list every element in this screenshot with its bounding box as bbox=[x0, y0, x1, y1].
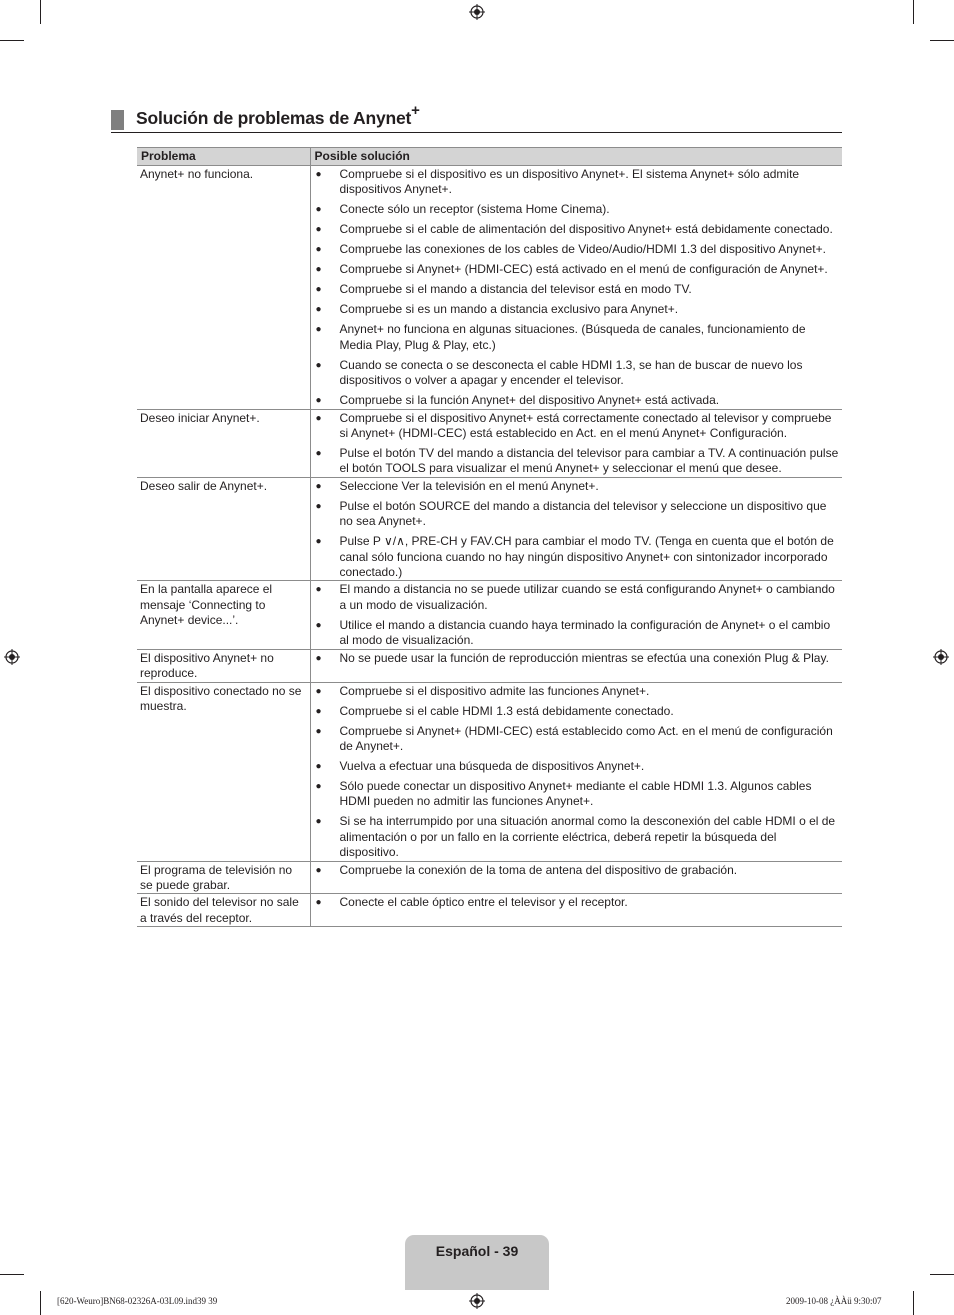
solution-cell bbox=[310, 581, 842, 649]
solution-list bbox=[311, 684, 840, 861]
bullet-icon: ● bbox=[315, 324, 322, 336]
solution-text: Compruebe si el mando a distancia del televisor está en modo TV. bbox=[339, 282, 692, 297]
print-slug-left: [620-Weuro]BN68-02326A-03L09.ind39 39 bbox=[57, 1296, 218, 1306]
table-row bbox=[137, 682, 842, 861]
solution-text: Vuelva a efectuar una búsqueda de dispositivos Anynet+. bbox=[339, 758, 645, 773]
solution-cell bbox=[310, 166, 842, 410]
list-item bbox=[311, 479, 840, 494]
solution-text: Pulse el botón TV del mando a distancia del televisor para cambiar a TV. A continuación pulse el botón TOOLS para visualizar el menú Anynet+ y seleccionar el menú que desee. bbox=[339, 446, 839, 476]
solution-list bbox=[311, 895, 840, 910]
list-item bbox=[311, 895, 840, 910]
crop-mark bbox=[0, 40, 24, 41]
bullet-icon: ● bbox=[315, 359, 322, 371]
solution-text: Pulse el botón SOURCE del mando a distancia del televisor y seleccione un dispositivo que no sea Anynet+. bbox=[339, 498, 827, 529]
solution-text: Si se ha interrumpido por una situación anormal como la desconexión del cable HDMI o el de alimentación o por un fallo en la corriente eléctrica, deberá repetir la búsqueda del dispositivo. bbox=[339, 814, 836, 860]
bullet-icon: ● bbox=[315, 244, 322, 256]
bullet-icon: ● bbox=[315, 780, 322, 792]
table-header-row bbox=[137, 148, 842, 166]
solution-cell bbox=[310, 682, 842, 861]
list-item bbox=[311, 651, 840, 666]
list-item bbox=[311, 759, 840, 774]
solution-text: Compruebe si el cable HDMI 1.3 está debidamente conectado. bbox=[339, 703, 674, 718]
solution-text: Compruebe si el dispositivo es un dispositivo Anynet+. El sistema Anynet+ sólo admite dispositivos Anynet+. bbox=[339, 167, 800, 197]
bullet-icon: ● bbox=[315, 204, 322, 216]
list-item bbox=[311, 724, 840, 755]
list-item bbox=[311, 282, 840, 297]
list-item bbox=[311, 499, 840, 530]
list-item bbox=[311, 779, 840, 810]
list-item bbox=[311, 358, 840, 389]
table-row bbox=[137, 894, 842, 927]
solution-text: Conecte el cable óptico entre el televisor y el receptor. bbox=[339, 895, 628, 910]
solution-cell bbox=[310, 894, 842, 927]
page-number: Español - 39 bbox=[435, 1243, 519, 1259]
list-item bbox=[311, 393, 840, 408]
list-item bbox=[311, 262, 840, 277]
solution-text: Conecte sólo un receptor (sistema Home Cinema). bbox=[339, 202, 610, 217]
bullet-icon: ● bbox=[315, 224, 322, 236]
list-item bbox=[311, 411, 840, 442]
bullet-icon: ● bbox=[315, 652, 322, 664]
print-slug-right: 2009-10-08 ¿ÀÀü 9:30:07 bbox=[786, 1296, 882, 1306]
registration-mark-icon bbox=[469, 1293, 485, 1309]
list-item bbox=[311, 202, 840, 217]
bullet-icon: ● bbox=[315, 480, 322, 492]
solution-text: El mando a distancia no se puede utilizar cuando se está configurando Anynet+ o cambiando a un modo de visualización. bbox=[339, 582, 835, 612]
solution-cell bbox=[310, 861, 842, 894]
bullet-icon: ● bbox=[315, 705, 322, 717]
bullet-icon: ● bbox=[315, 725, 322, 737]
table-body bbox=[137, 166, 842, 927]
solution-list bbox=[311, 479, 840, 581]
list-item bbox=[311, 302, 840, 317]
bullet-icon: ● bbox=[315, 864, 322, 876]
solution-text: Compruebe las conexiones de los cables de Video/Audio/HDMI 1.3 del dispositivo Anynet+. bbox=[339, 242, 826, 257]
table-row bbox=[137, 861, 842, 894]
bullet-icon: ● bbox=[315, 619, 322, 631]
solution-text: Pulse P ∨/∧, PRE-CH y FAV.CH para cambiar el modo TV. (Tenga en cuenta que el botón de canal sólo funciona cuando no hay ningún dispositivo Anynet+ con sintonizador incorporado conectado.) bbox=[339, 534, 834, 580]
bullet-icon: ● bbox=[315, 264, 322, 276]
crop-mark bbox=[913, 0, 914, 24]
list-item bbox=[311, 167, 840, 198]
list-item bbox=[311, 582, 840, 613]
page-number-tab bbox=[405, 1235, 549, 1290]
bullet-icon: ● bbox=[315, 395, 322, 407]
bullet-icon: ● bbox=[315, 584, 322, 596]
solution-text: Utilice el mando a distancia cuando haya terminado la configuración de Anynet+ o el cambio al modo de visualización. bbox=[339, 617, 831, 648]
solution-list bbox=[311, 411, 840, 477]
table-row bbox=[137, 649, 842, 682]
list-item bbox=[311, 863, 840, 878]
table-row bbox=[137, 581, 842, 649]
page-title-text: Solución de problemas de Anynet bbox=[136, 108, 412, 128]
crop-mark bbox=[913, 1291, 914, 1315]
crop-mark bbox=[40, 0, 41, 24]
solution-text: Compruebe si Anynet+ (HDMI-CEC) está activado en el menú de configuración de Anynet+. bbox=[339, 262, 828, 277]
bullet-icon: ● bbox=[315, 284, 322, 296]
page-title-sup: + bbox=[411, 102, 420, 120]
problem-cell: El sonido del televisor no sale a través del receptor. bbox=[137, 894, 310, 927]
solution-cell bbox=[310, 649, 842, 682]
heading-marker bbox=[111, 110, 124, 130]
bullet-icon: ● bbox=[315, 536, 322, 548]
solution-text: Compruebe si la función Anynet+ del dispositivo Anynet+ está activada. bbox=[339, 393, 720, 408]
column-header-solution: Posible solución bbox=[310, 148, 842, 166]
section-heading bbox=[111, 102, 842, 133]
solution-text: Compruebe la conexión de la toma de antena del dispositivo de grabación. bbox=[339, 862, 738, 877]
troubleshooting-table bbox=[137, 147, 842, 927]
registration-mark-icon bbox=[4, 649, 20, 665]
crop-mark bbox=[930, 40, 954, 41]
solution-text: No se puede usar la función de reproducción mientras se efectúa una conexión Plug & Play. bbox=[339, 650, 829, 665]
list-item bbox=[311, 534, 840, 580]
column-header-problem: Problema bbox=[137, 148, 310, 166]
bullet-icon: ● bbox=[315, 412, 322, 424]
solution-text: Compruebe si el dispositivo Anynet+ está correctamente conectado al televisor y compruebe si Anynet+ (HDMI-CEC) está establecido en Act. en el menú Anynet+ Configuración. bbox=[339, 410, 832, 441]
solution-cell bbox=[310, 409, 842, 477]
problem-cell: Deseo iniciar Anynet+. bbox=[137, 409, 310, 477]
list-item bbox=[311, 222, 840, 237]
list-item bbox=[311, 322, 840, 353]
list-item bbox=[311, 242, 840, 257]
solution-text: Anynet+ no funciona en algunas situaciones. (Búsqueda de canales, funcionamiento de Media Play, Plug & Play, etc.) bbox=[339, 322, 806, 352]
table-row bbox=[137, 477, 842, 581]
list-item bbox=[311, 684, 840, 699]
bullet-icon: ● bbox=[315, 304, 322, 316]
solution-text: Cuando se conecta o se desconecta el cable HDMI 1.3, se han de buscar de nuevo los dispositivos o volver a apagar y encender el televisor. bbox=[339, 357, 803, 388]
solution-text: Compruebe si es un mando a distancia exclusivo para Anynet+. bbox=[339, 302, 679, 317]
crop-mark bbox=[0, 1274, 24, 1275]
bullet-icon: ● bbox=[315, 448, 322, 460]
list-item bbox=[311, 704, 840, 719]
solution-text: Compruebe si el cable de alimentación del dispositivo Anynet+ está debidamente conectado. bbox=[339, 222, 833, 237]
list-item bbox=[311, 446, 840, 477]
solution-text: Compruebe si Anynet+ (HDMI-CEC) está establecido como Act. en el menú de configuración de Anynet+. bbox=[339, 723, 833, 753]
crop-mark bbox=[40, 1291, 41, 1315]
bullet-icon: ● bbox=[315, 760, 322, 772]
registration-mark-icon bbox=[469, 4, 485, 20]
solution-list bbox=[311, 582, 840, 648]
solution-text: Seleccione Ver la televisión en el menú Anynet+. bbox=[339, 478, 599, 493]
problem-cell: Anynet+ no funciona. bbox=[137, 166, 310, 410]
problem-cell: Deseo salir de Anynet+. bbox=[137, 477, 310, 581]
crop-mark bbox=[930, 1274, 954, 1275]
solution-cell bbox=[310, 477, 842, 581]
solution-text: Compruebe si el dispositivo admite las funciones Anynet+. bbox=[339, 683, 650, 698]
solution-list bbox=[311, 167, 840, 409]
solution-text: Sólo puede conectar un dispositivo Anynet+ mediante el cable HDMI 1.3. Algunos cables HDMI pueden no admitir las funciones Anynet+. bbox=[339, 778, 812, 809]
solution-list bbox=[311, 651, 840, 666]
bullet-icon: ● bbox=[315, 169, 322, 180]
bullet-icon: ● bbox=[315, 685, 322, 697]
bullet-icon: ● bbox=[315, 500, 322, 512]
problem-cell: El dispositivo Anynet+ no reproduce. bbox=[137, 649, 310, 682]
problem-cell: En la pantalla aparece el mensaje ‘Connecting to Anynet+ device...’. bbox=[137, 581, 310, 649]
page-title bbox=[136, 102, 420, 129]
list-item bbox=[311, 814, 840, 860]
bullet-icon: ● bbox=[315, 816, 322, 828]
list-item bbox=[311, 618, 840, 649]
table-row bbox=[137, 166, 842, 410]
registration-mark-icon bbox=[933, 649, 949, 665]
table-row bbox=[137, 409, 842, 477]
problem-cell: El dispositivo conectado no se muestra. bbox=[137, 682, 310, 861]
problem-cell: El programa de televisión no se puede grabar. bbox=[137, 861, 310, 894]
solution-list bbox=[311, 863, 840, 878]
bullet-icon: ● bbox=[315, 897, 322, 909]
